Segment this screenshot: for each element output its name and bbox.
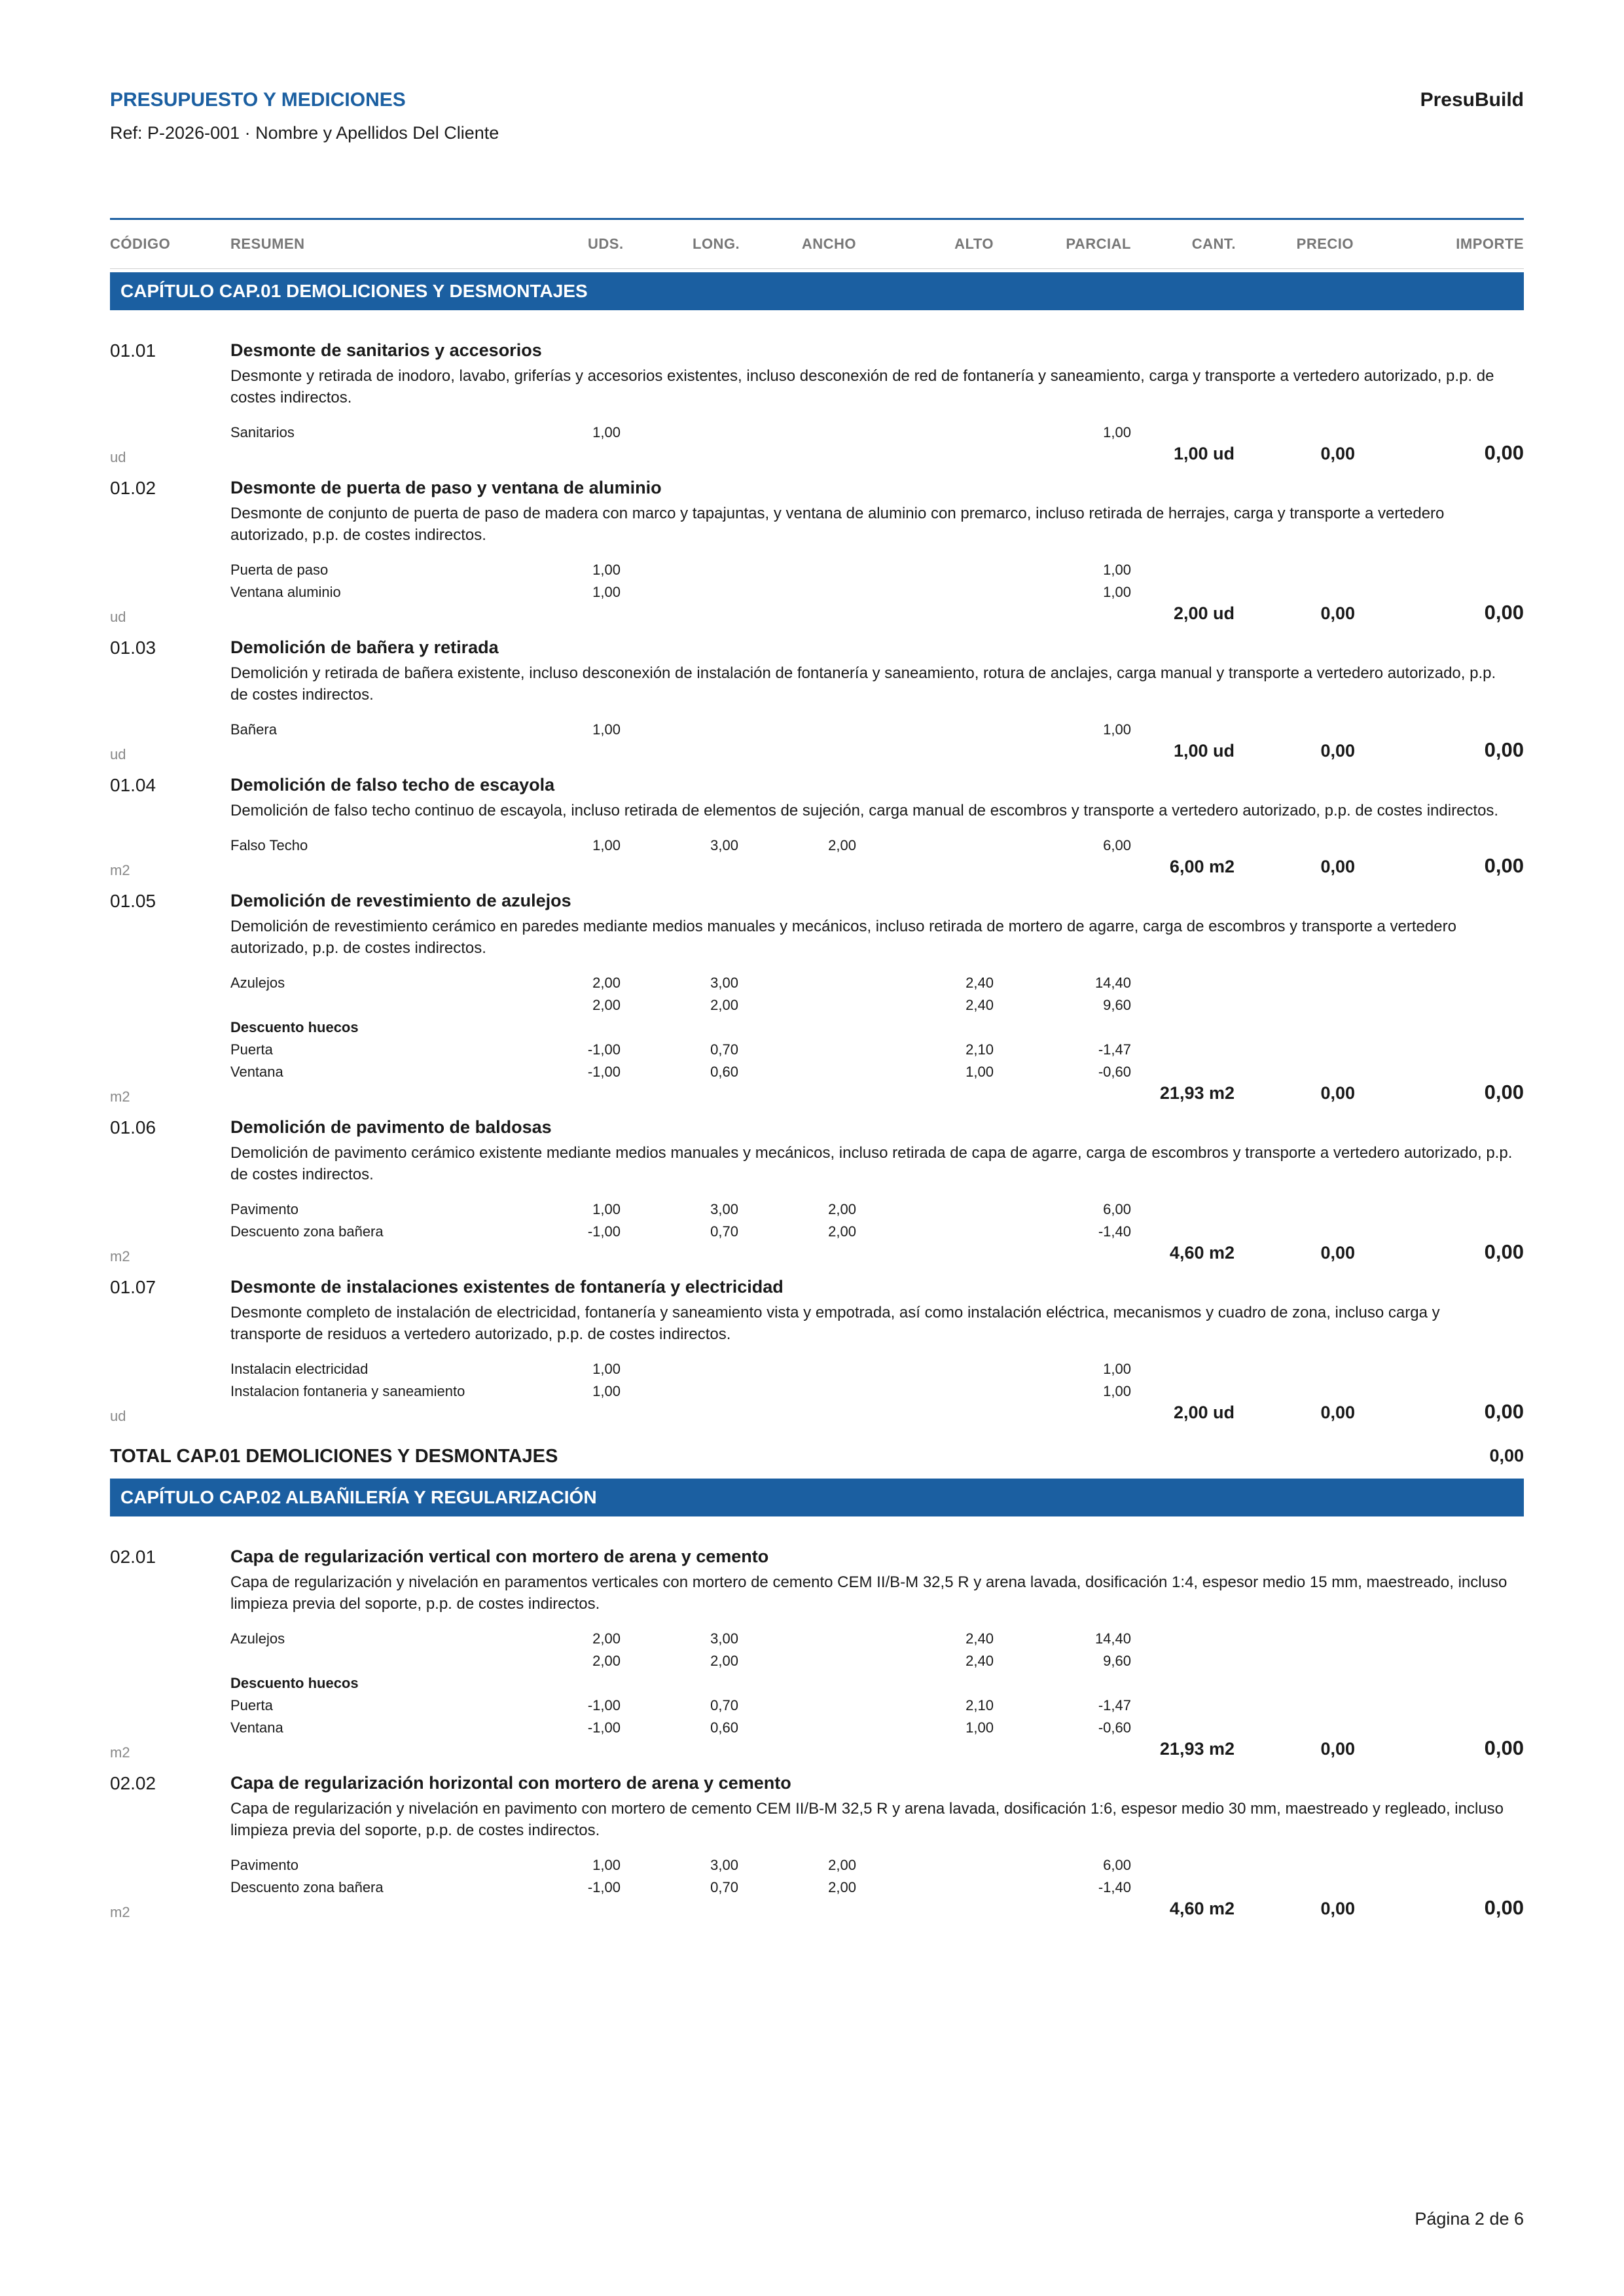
item-totals [110,854,1524,884]
measurement-line [110,1039,1524,1061]
item-description: Desmonte completo de instalación de electricidad, fontanería y saneamiento vista y empotrada, así como instalación eléctrica, mecanismos y cuadro de zona, incluso carga y transporte de residuos a vertedero autorizado, p.p. de costes indirectos. [230,1304,1440,1343]
line-parcial: -1,40 [1098,1223,1131,1240]
item-quantity: 2,00 ud [1173,603,1235,623]
line-parcial: -1,47 [1098,1697,1131,1713]
item-amount: 0,00 [1484,738,1524,761]
item-title: Desmonte de sanitarios y accesorios [230,340,542,360]
item-code: 01.01 [110,340,156,361]
item-description: Demolición de falso techo continuo de escayola, incluso retirada de elementos de sujeción, carga manual de escombros y transporte a vertedero autorizado, p.p. de costes indirectos. [230,802,1499,819]
line-parcial: -0,60 [1098,1719,1131,1736]
item-amount: 0,00 [1484,1896,1524,1919]
item-price: 0,00 [1320,857,1355,876]
item-unit: ud [110,746,126,762]
item-title: Desmonte de instalaciones existentes de fontanería y electricidad [230,1277,784,1297]
line-uds: 1,00 [592,837,621,853]
measurement-line [110,1717,1524,1739]
budget-item [110,637,1524,768]
measurement-line [110,972,1524,994]
line-uds: 2,00 [592,1653,621,1669]
chapter-header: CAPÍTULO CAP.01 DEMOLICIONES Y DESMONTAJES [110,272,1524,310]
line-label: Descuento zona bañera [230,1879,384,1895]
item-title: Demolición de bañera y retirada [230,637,499,657]
item-description: Demolición de pavimento cerámico existente mediante medios manuales y mecánicos, incluso retirada de capa de agarre, carga de escombros y transporte a vertedero autorizado, p.p. de costes indirectos. [230,1144,1513,1183]
item-quantity: 21,93 m2 [1159,1739,1235,1759]
item-unit: ud [110,1408,126,1424]
item-code: 01.02 [110,478,156,498]
line-label: Ventana aluminio [230,584,341,600]
item-code: 01.04 [110,775,156,795]
item-unit: m2 [110,1088,130,1105]
line-uds: -1,00 [587,1879,621,1895]
item-unit: m2 [110,1904,130,1920]
item-description: Desmonte de conjunto de puerta de paso de madera con marco y tapajuntas, y ventana de aluminio con premarco, incluso retirada de herrajes, carga y transporte a vertedero autorizado, p.p. de costes indirectos. [230,505,1445,544]
item-totals [110,1083,1524,1111]
item-header [110,891,1524,916]
item-totals [110,441,1524,471]
col-codigo: CÓDIGO [110,236,171,252]
line-label: Falso Techo [230,837,308,853]
chapter-total [110,1441,1524,1476]
header-rule [110,218,1524,220]
item-unit: m2 [110,862,130,878]
item-totals [110,603,1524,631]
line-uds: 2,00 [592,997,621,1013]
item-title: Desmonte de puerta de paso y ventana de aluminio [230,478,662,497]
item-amount: 0,00 [1484,854,1524,877]
measurement-line [110,719,1524,741]
measurement-line [110,1016,1524,1039]
line-uds: 1,00 [592,1201,621,1217]
line-long: 3,00 [710,1857,738,1873]
reference-line: Ref: P-2026-001 · Nombre y Apellidos Del Cliente [110,123,499,143]
line-parcial: 1,00 [1103,721,1131,738]
item-amount: 0,00 [1484,1081,1524,1103]
item-amount: 0,00 [1484,1400,1524,1423]
item-code: 01.03 [110,637,156,658]
line-uds: -1,00 [587,1041,621,1058]
line-long: 0,60 [710,1064,738,1080]
measurement-line [110,994,1524,1016]
line-parcial: 1,00 [1103,1361,1131,1377]
column-headers [110,236,1524,269]
item-quantity: 6,00 m2 [1169,857,1235,876]
chapter-gap [110,1516,1524,1540]
line-label: Descuento zona bañera [230,1223,384,1240]
measurement-lines [110,719,1524,741]
line-label: Puerta [230,1697,273,1713]
col-precio: PRECIO [1296,236,1354,252]
line-parcial: 1,00 [1103,424,1131,440]
item-header [110,1117,1524,1142]
item-totals [110,1240,1524,1270]
line-label: Puerta de paso [230,562,329,578]
line-parcial: -1,40 [1098,1879,1131,1895]
item-code: 01.06 [110,1117,156,1138]
line-uds: 1,00 [592,424,621,440]
line-long: 3,00 [710,837,738,853]
line-uds: 1,00 [592,562,621,578]
line-long: 0,60 [710,1719,738,1736]
item-amount: 0,00 [1484,441,1524,464]
measurement-lines [110,422,1524,444]
col-importe: IMPORTE [1456,236,1524,252]
item-description: Capa de regularización y nivelación en paramentos verticales con mortero de cemento CEM II/B-M 32,5 R y arena lavada, dosificación 1:4, espesor medio 15 mm, maestreado, incluso limpieza previa del soporte, p.p. de costes indirectos. [230,1573,1507,1613]
line-label: Bañera [230,721,277,738]
measurement-line [110,1628,1524,1650]
line-alto: 2,40 [965,1653,994,1669]
line-label: Pavimento [230,1857,298,1873]
line-ancho: 2,00 [828,837,856,853]
measurement-line [110,422,1524,444]
item-code: 01.07 [110,1277,156,1297]
col-long: LONG. [693,236,740,252]
item-unit: m2 [110,1248,130,1265]
line-parcial: 6,00 [1103,837,1131,853]
item-price: 0,00 [1320,444,1355,463]
item-title: Capa de regularización horizontal con mortero de arena y cemento [230,1773,791,1793]
line-alto: 2,10 [965,1697,994,1713]
item-price: 0,00 [1320,603,1355,623]
line-label: Ventana [230,1064,283,1080]
line-long: 3,00 [710,975,738,991]
line-uds: 2,00 [592,1630,621,1647]
item-title: Demolición de falso techo de escayola [230,775,555,795]
item-amount: 0,00 [1484,601,1524,624]
measurement-line [110,1221,1524,1243]
item-header [110,478,1524,503]
line-ancho: 2,00 [828,1857,856,1873]
item-header [110,637,1524,662]
line-label: Instalacin electricidad [230,1361,369,1377]
col-resumen: RESUMEN [230,236,305,252]
item-quantity: 2,00 ud [1173,1403,1235,1422]
line-parcial: 1,00 [1103,562,1131,578]
line-parcial: 6,00 [1103,1857,1131,1873]
item-title: Demolición de revestimiento de azulejos [230,891,571,910]
chapter-total-value: 0,00 [1489,1446,1524,1465]
page-number: Página 2 de 6 [1415,2209,1524,2229]
item-price: 0,00 [1320,1899,1355,1918]
line-long: 2,00 [710,1653,738,1669]
item-quantity: 4,60 m2 [1169,1899,1235,1918]
line-label: Pavimento [230,1201,298,1217]
line-long: 3,00 [710,1201,738,1217]
line-parcial: -0,60 [1098,1064,1131,1080]
measurement-lines [110,834,1524,857]
measurement-lines [110,1198,1524,1243]
line-label: Ventana [230,1719,283,1736]
item-header [110,1773,1524,1798]
item-quantity: 1,00 ud [1173,444,1235,463]
line-uds: -1,00 [587,1697,621,1713]
measurement-line [110,1672,1524,1695]
item-description: Desmonte y retirada de inodoro, lavabo, griferías y accesorios existentes, incluso desconexión de red de fontanería y saneamiento, carga y transporte a vertedero autorizado, p.p. de costes indirectos. [230,367,1494,406]
line-label: Instalacion fontaneria y saneamiento [230,1383,465,1399]
item-amount: 0,00 [1484,1240,1524,1263]
item-header [110,775,1524,800]
line-parcial: -1,47 [1098,1041,1131,1058]
measurement-lines [110,1628,1524,1739]
chapter-total-label: TOTAL CAP.01 DEMOLICIONES Y DESMONTAJES [110,1446,558,1467]
line-alto: 1,00 [965,1064,994,1080]
measurement-line [110,1061,1524,1083]
budget-item [110,891,1524,1111]
line-uds: 1,00 [592,1361,621,1377]
document-title: PRESUPUESTO Y MEDICIONES [110,89,406,111]
item-price: 0,00 [1320,1403,1355,1422]
line-parcial: 9,60 [1103,997,1131,1013]
line-parcial: 14,40 [1094,975,1131,991]
line-long: 0,70 [710,1223,738,1240]
measurement-line [110,1650,1524,1672]
budget-item [110,1547,1524,1767]
line-label: Sanitarios [230,424,295,440]
measurement-lines [110,559,1524,603]
measurement-line [110,1358,1524,1380]
col-alto: ALTO [954,236,994,252]
line-label: Azulejos [230,1630,285,1647]
line-label: Descuento huecos [230,1675,359,1691]
measurement-line [110,1198,1524,1221]
line-alto: 2,40 [965,997,994,1013]
chapter-gap [110,310,1524,334]
measurement-line [110,1854,1524,1876]
line-uds: 1,00 [592,721,621,738]
line-ancho: 2,00 [828,1879,856,1895]
line-long: 3,00 [710,1630,738,1647]
line-uds: -1,00 [587,1223,621,1240]
col-uds: UDS. [588,236,624,252]
measurement-lines [110,1358,1524,1403]
budget-content [110,270,1524,1926]
budget-item [110,340,1524,471]
item-unit: ud [110,609,126,625]
line-uds: -1,00 [587,1719,621,1736]
item-totals [110,1400,1524,1430]
item-description: Capa de regularización y nivelación en pavimento con mortero de cemento CEM II/B-M 32,5 R y arena lavada, dosificación 1:6, espesor medio 30 mm, maestreado y regleado, incluso limpieza previa del soporte, p.p. de costes indirectos. [230,1800,1504,1839]
item-price: 0,00 [1320,741,1355,761]
budget-item [110,775,1524,884]
brand-name: PresuBuild [1420,89,1524,111]
item-price: 0,00 [1320,1243,1355,1263]
line-ancho: 2,00 [828,1201,856,1217]
budget-item [110,1773,1524,1926]
line-uds: 1,00 [592,1383,621,1399]
line-alto: 2,10 [965,1041,994,1058]
item-code: 02.02 [110,1773,156,1793]
item-title: Capa de regularización vertical con mortero de arena y cemento [230,1547,769,1566]
line-alto: 2,40 [965,975,994,991]
item-header [110,340,1524,365]
measurement-lines [110,972,1524,1083]
measurement-line [110,559,1524,581]
item-price: 0,00 [1320,1083,1355,1103]
line-parcial: 1,00 [1103,584,1131,600]
item-totals [110,1736,1524,1767]
line-long: 0,70 [710,1879,738,1895]
item-totals [110,738,1524,768]
line-uds: 1,00 [592,584,621,600]
item-header [110,1547,1524,1571]
item-header [110,1277,1524,1302]
budget-item [110,1117,1524,1270]
measurement-line [110,1380,1524,1403]
line-uds: 2,00 [592,975,621,991]
budget-item [110,478,1524,631]
col-cant: CANT. [1191,236,1236,252]
measurement-line [110,581,1524,603]
item-description: Demolición y retirada de bañera existente, incluso desconexión de instalación de fontanería y saneamiento, rotura de anclajes, carga manual y transporte a vertedero autorizado, p.p. de costes indirectos. [230,664,1496,704]
line-parcial: 6,00 [1103,1201,1131,1217]
measurement-line [110,1876,1524,1899]
line-long: 0,70 [710,1697,738,1713]
item-quantity: 21,93 m2 [1159,1083,1235,1103]
item-price: 0,00 [1320,1739,1355,1759]
item-amount: 0,00 [1484,1736,1524,1759]
line-long: 2,00 [710,997,738,1013]
line-label: Azulejos [230,975,285,991]
measurement-lines [110,1854,1524,1899]
line-long: 0,70 [710,1041,738,1058]
budget-item [110,1277,1524,1430]
line-label: Descuento huecos [230,1019,359,1035]
line-parcial: 1,00 [1103,1383,1131,1399]
line-label: Puerta [230,1041,273,1058]
line-alto: 2,40 [965,1630,994,1647]
line-uds: -1,00 [587,1064,621,1080]
item-unit: ud [110,449,126,465]
item-code: 01.05 [110,891,156,911]
item-description: Demolición de revestimiento cerámico en paredes mediante medios manuales y mecánicos, incluso retirada de mortero de agarre, carga de escombros y transporte a vertedero autorizado, p.p. de costes indirectos. [230,918,1456,957]
item-quantity: 4,60 m2 [1169,1243,1235,1263]
measurement-line [110,1695,1524,1717]
item-quantity: 1,00 ud [1173,741,1235,761]
item-totals [110,1896,1524,1926]
line-alto: 1,00 [965,1719,994,1736]
measurement-line [110,834,1524,857]
line-parcial: 14,40 [1094,1630,1131,1647]
item-unit: m2 [110,1744,130,1761]
chapter-header: CAPÍTULO CAP.02 ALBAÑILERÍA Y REGULARIZACIÓN [110,1479,1524,1516]
item-code: 02.01 [110,1547,156,1567]
col-ancho: ANCHO [801,236,856,252]
line-parcial: 9,60 [1103,1653,1131,1669]
line-uds: 1,00 [592,1857,621,1873]
col-parcial: PARCIAL [1066,236,1131,252]
item-title: Demolición de pavimento de baldosas [230,1117,552,1137]
line-ancho: 2,00 [828,1223,856,1240]
